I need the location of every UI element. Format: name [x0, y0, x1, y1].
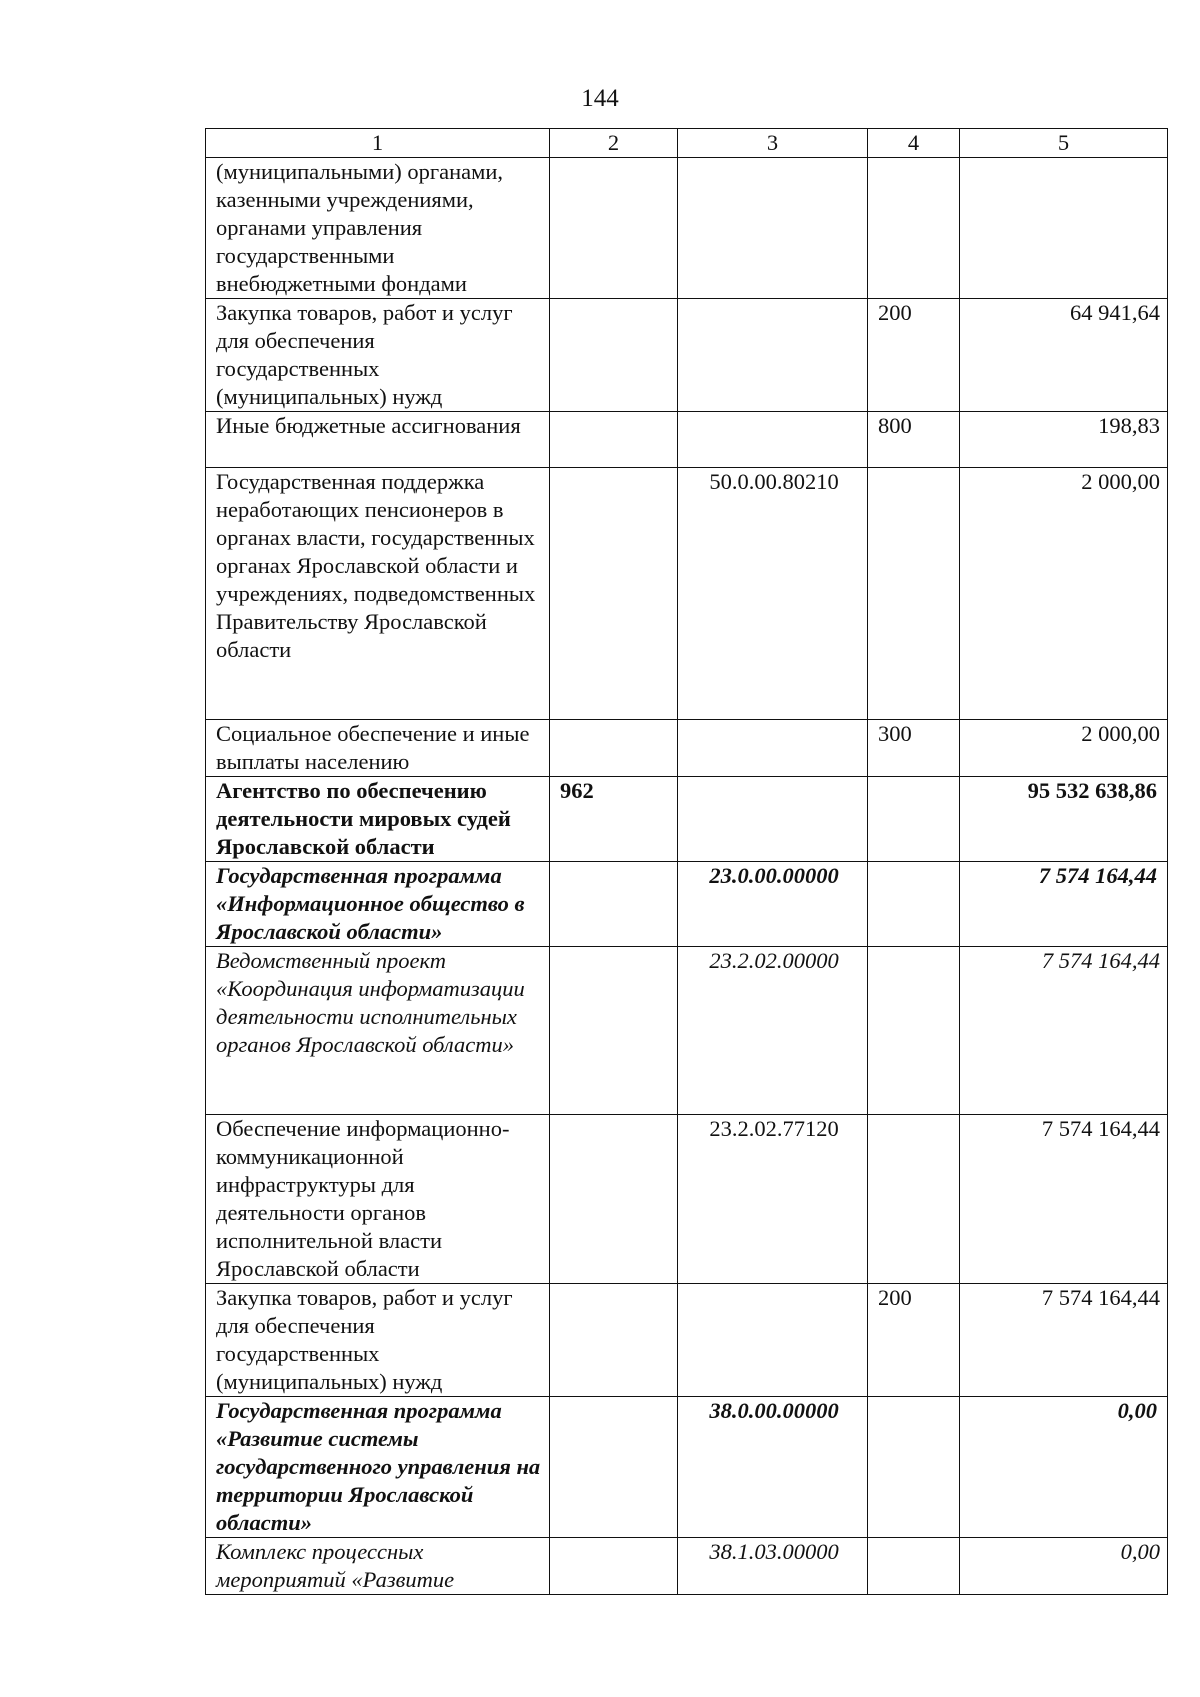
column-header-3: 3 [678, 129, 868, 158]
row-name-cell: Государственная программа «Информационное общество в Ярославской области» [206, 862, 550, 947]
table-row [206, 947, 1168, 1115]
row-code-cell [550, 947, 678, 1115]
row-type-cell: 200 [868, 299, 960, 412]
row-code-cell [550, 720, 678, 777]
row-amount-cell: 64 941,64 [960, 299, 1168, 412]
row-name-cell: Ведомственный проект «Координация информатизации деятельности исполнительных органов Ярославской области» [206, 947, 550, 1115]
row-name-cell: Закупка товаров, работ и услуг для обеспечения государственных (муниципальных) нужд [206, 299, 550, 412]
row-code-cell [550, 299, 678, 412]
row-amount-cell: 0,00 [960, 1397, 1168, 1538]
table-row [206, 468, 1168, 720]
row-target-cell: 50.0.00.80210 [678, 468, 868, 720]
row-type-cell [868, 1397, 960, 1538]
row-code-cell [550, 412, 678, 468]
table-row [206, 412, 1168, 468]
row-amount-cell: 0,00 [960, 1538, 1168, 1595]
column-header-5: 5 [960, 129, 1168, 158]
row-amount-cell: 2 000,00 [960, 720, 1168, 777]
row-type-cell [868, 1115, 960, 1284]
table-row [206, 1397, 1168, 1538]
row-amount-cell: 7 574 164,44 [960, 947, 1168, 1115]
row-name-cell: Агентство по обеспечению деятельности мировых судей Ярославской области [206, 777, 550, 862]
row-target-cell [678, 299, 868, 412]
table-row [206, 1284, 1168, 1397]
row-amount-cell: 198,83 [960, 412, 1168, 468]
row-name-cell: Государственная программа «Развитие системы государственного управления на территории Ярославской области» [206, 1397, 550, 1538]
row-type-cell [868, 777, 960, 862]
row-code-cell [550, 1538, 678, 1595]
row-code-cell: 962 [550, 777, 678, 862]
row-target-cell: 23.2.02.77120 [678, 1115, 868, 1284]
row-amount-cell [960, 158, 1168, 299]
row-type-cell [868, 862, 960, 947]
row-type-cell: 200 [868, 1284, 960, 1397]
row-code-cell [550, 468, 678, 720]
table-row [206, 1115, 1168, 1284]
row-type-cell: 300 [868, 720, 960, 777]
row-code-cell [550, 1397, 678, 1538]
row-target-cell [678, 158, 868, 299]
row-target-cell: 23.0.00.00000 [678, 862, 868, 947]
row-target-cell [678, 412, 868, 468]
column-header-4: 4 [868, 129, 960, 158]
row-name-cell: Закупка товаров, работ и услуг для обеспечения государственных (муниципальных) нужд [206, 1284, 550, 1397]
row-amount-cell: 7 574 164,44 [960, 1115, 1168, 1284]
row-name-cell: Иные бюджетные ассигнования [206, 412, 550, 468]
row-name-cell: (муниципальными) органами, казенными учреждениями, органами управления государственными внебюджетными фондами [206, 158, 550, 299]
row-target-cell [678, 720, 868, 777]
row-target-cell: 38.0.00.00000 [678, 1397, 868, 1538]
table-row [206, 1538, 1168, 1595]
table-row [206, 777, 1168, 862]
row-target-cell: 23.2.02.00000 [678, 947, 868, 1115]
row-code-cell [550, 862, 678, 947]
page-number: 144 [581, 85, 619, 112]
row-amount-cell: 2 000,00 [960, 468, 1168, 720]
row-code-cell [550, 1284, 678, 1397]
table-row [206, 299, 1168, 412]
row-name-cell: Социальное обеспечение и иные выплаты населению [206, 720, 550, 777]
row-target-cell [678, 1284, 868, 1397]
row-amount-cell: 7 574 164,44 [960, 1284, 1168, 1397]
row-type-cell [868, 947, 960, 1115]
row-type-cell [868, 1538, 960, 1595]
row-amount-cell: 7 574 164,44 [960, 862, 1168, 947]
row-name-cell: Обеспечение информационно-коммуникационной инфраструктуры для деятельности органов исполнительной власти Ярославской области [206, 1115, 550, 1284]
table-row [206, 158, 1168, 299]
row-target-cell: 38.1.03.00000 [678, 1538, 868, 1595]
table-header-row [206, 129, 1168, 158]
row-type-cell [868, 468, 960, 720]
row-name-cell: Государственная поддержка неработающих пенсионеров в органах власти, государственных органах Ярославской области и учреждениях, подведомственных Правительству Ярославской области [206, 468, 550, 720]
row-type-cell [868, 158, 960, 299]
budget-table [205, 128, 1168, 1595]
column-header-1: 1 [206, 129, 550, 158]
row-code-cell [550, 158, 678, 299]
table-row [206, 720, 1168, 777]
row-target-cell [678, 777, 868, 862]
table-row [206, 862, 1168, 947]
row-type-cell: 800 [868, 412, 960, 468]
row-code-cell [550, 1115, 678, 1284]
row-name-cell: Комплекс процессных мероприятий «Развитие [206, 1538, 550, 1595]
column-header-2: 2 [550, 129, 678, 158]
row-amount-cell: 95 532 638,86 [960, 777, 1168, 862]
